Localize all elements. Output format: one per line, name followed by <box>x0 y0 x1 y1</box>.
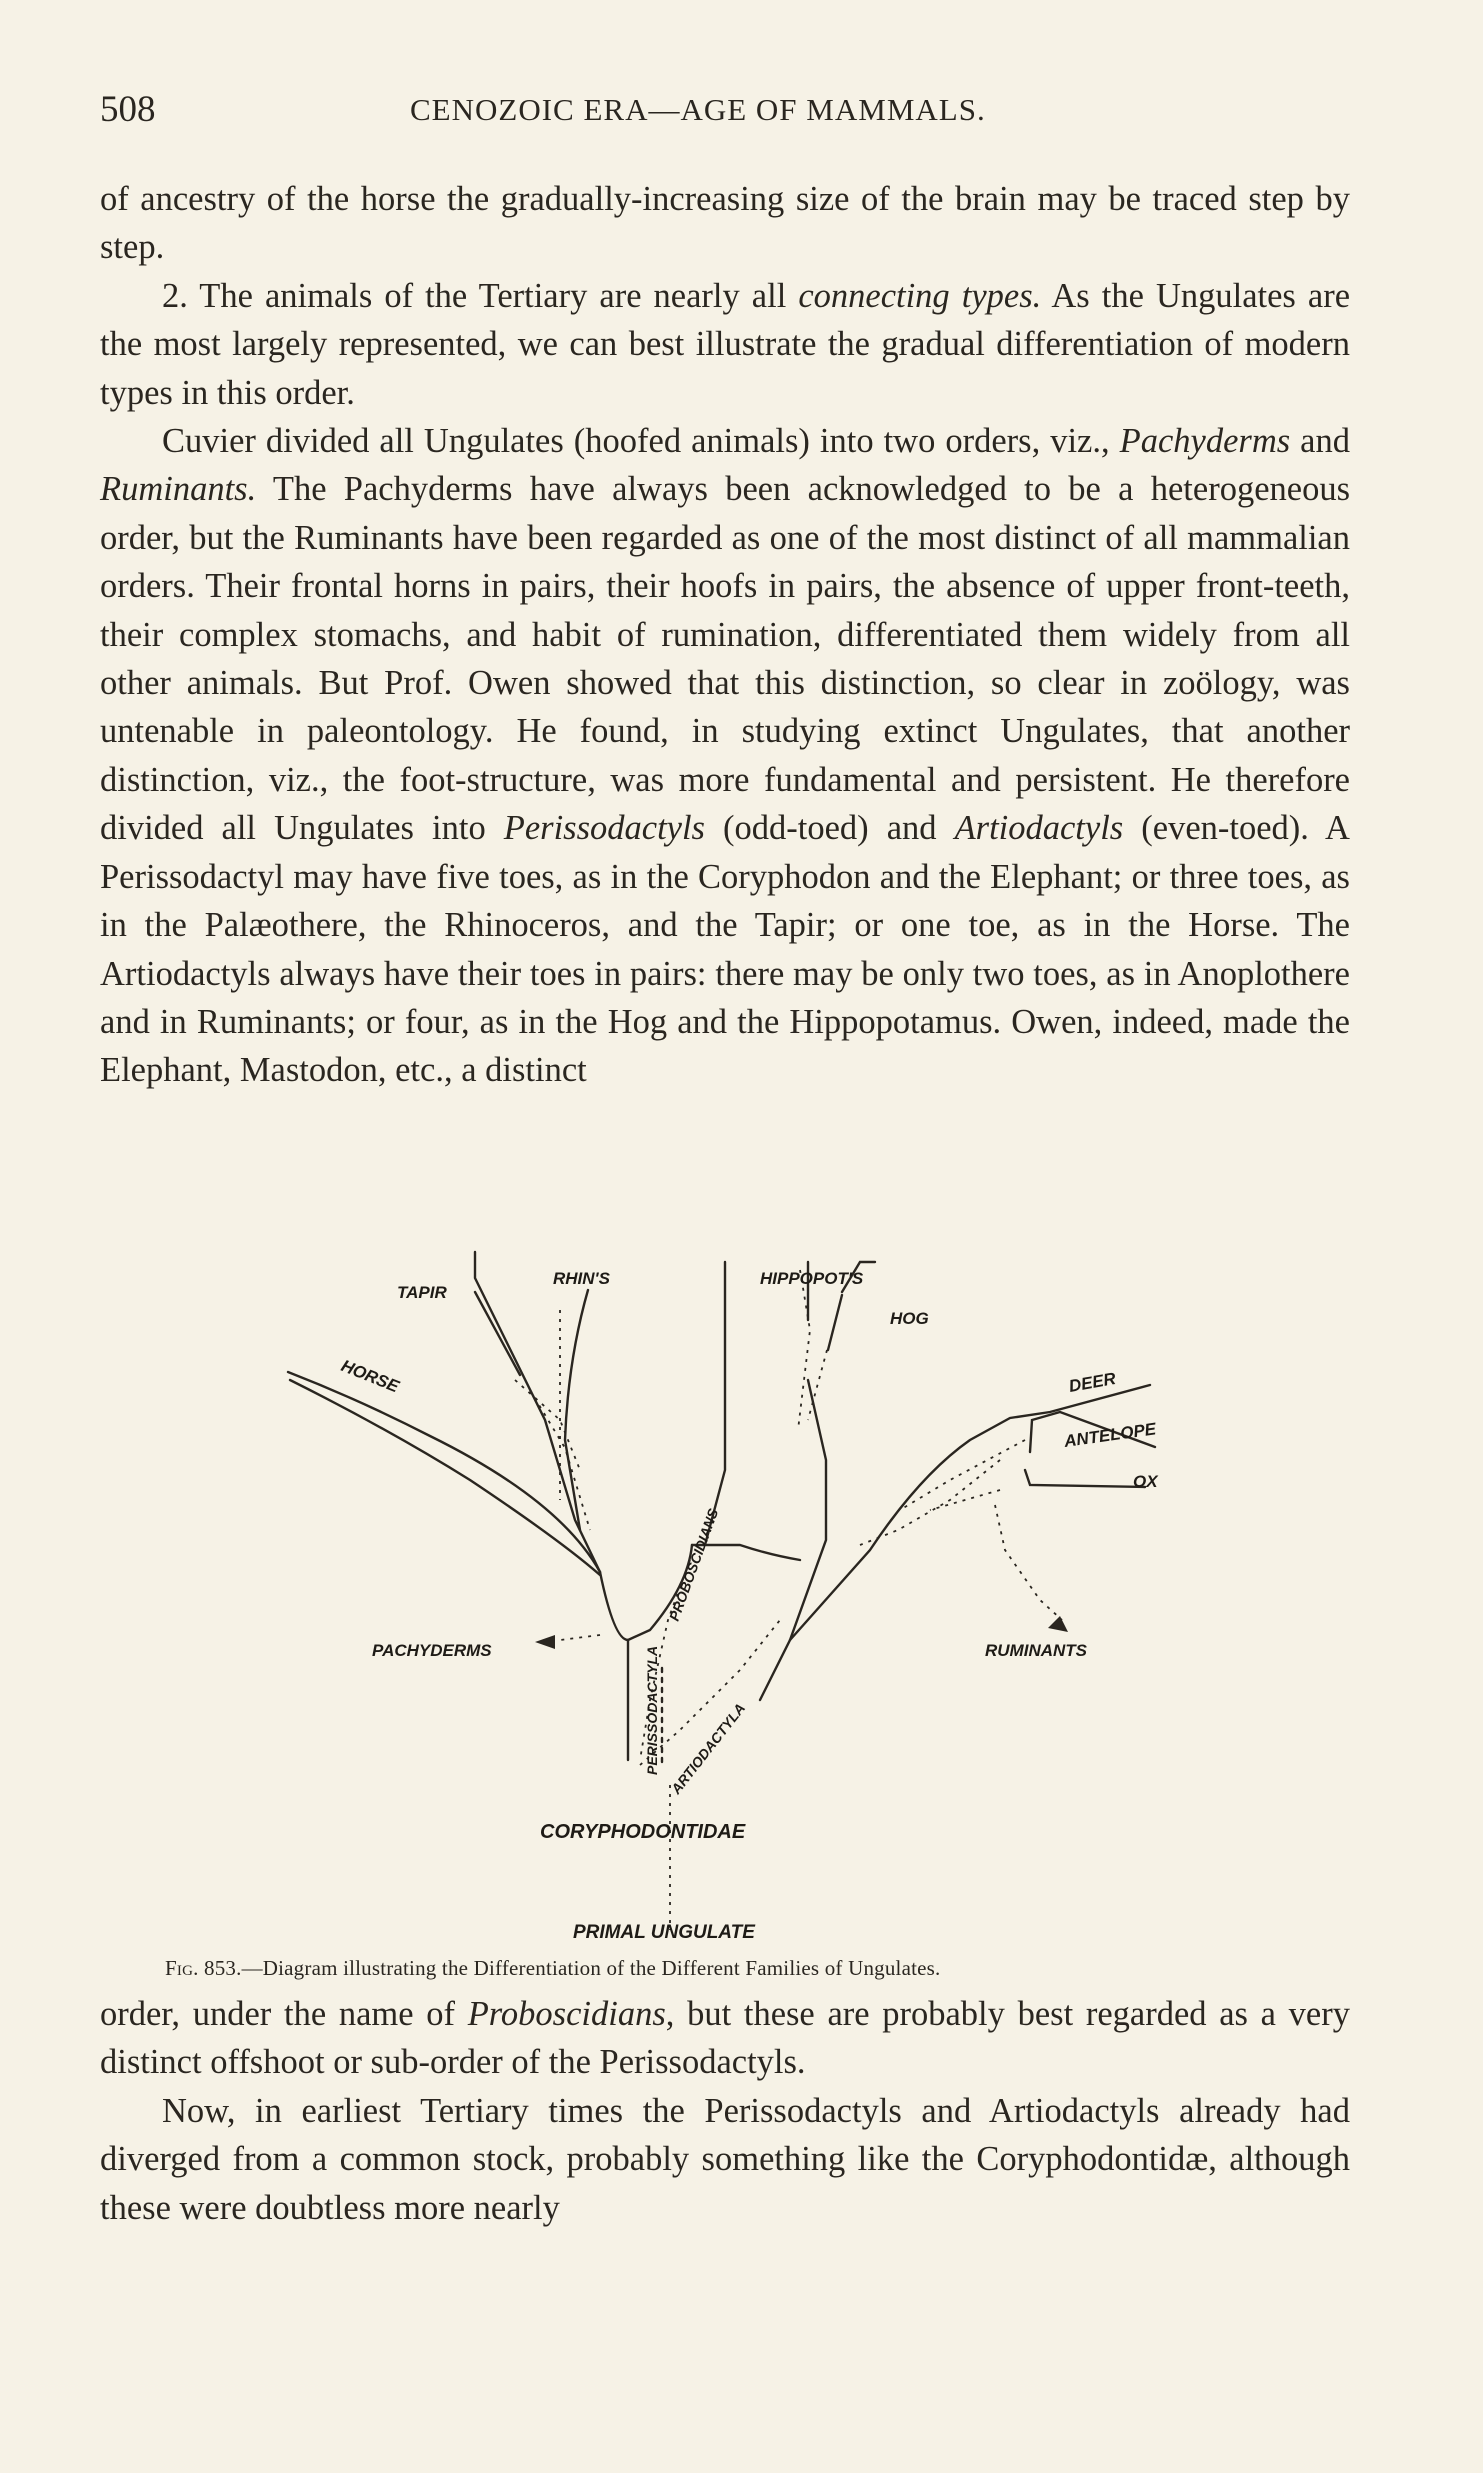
figure-caption <box>165 1956 1365 1981</box>
text-run: (odd-toed) and <box>704 809 955 848</box>
label-coryphodontidae: CORYPHODONTIDAE <box>540 1821 746 1843</box>
hog-branch-2 <box>828 1295 842 1350</box>
text-run: Cuvier divided all Ungulates (hoofed animals) into two orders, viz., <box>162 422 1120 461</box>
paragraph <box>100 1990 1350 2087</box>
caption-text: —Diagram illustrating the Differentiation of the Different Families of Ungulates. <box>241 1956 941 1980</box>
ruminant-dashed-3 <box>930 1490 1000 1510</box>
pachyderm-dashed <box>560 1635 600 1640</box>
text-run: , but these are probably best regarded as a very distinct offshoot or sub-order of the Perissodactyls. <box>100 1995 1350 2082</box>
text-run: (even-toed). A Perissodactyl may have five toes, as in the Coryphodon and the Elephant; or three toes, as in the Palæothere, the Rhinoceros, and the Tapir; or one toe, as in the Horse. The Artiodactyls always have their toes in pairs: there may be only two toes, as in Anoplothere and in Ruminants; or four, as in the Hog and the Hippopotamus. Owen, indeed, made the Elephant, Mastodon, etc., a distinct <box>100 809 1350 1090</box>
paragraph <box>100 272 1350 417</box>
text-run: 2. The animals of the Tertiary are nearly all <box>162 276 799 315</box>
label-pachyderms: PACHYDERMS <box>372 1641 492 1660</box>
horse-branch-2 <box>290 1380 600 1575</box>
label-ruminants: RUMINANTS <box>985 1641 1087 1660</box>
body-text-top <box>100 175 1350 1095</box>
label-rhinos: RHIN'S <box>553 1269 610 1288</box>
paragraph <box>100 417 1350 1095</box>
label-hog: HOG <box>890 1309 929 1328</box>
diagram-svg <box>0 1240 1483 1950</box>
label-deer: DEER <box>1067 1369 1118 1396</box>
ruminants-arrow-icon <box>1048 1616 1068 1632</box>
emphasis: Artiodactyls <box>954 809 1124 848</box>
emphasis: Proboscidians <box>467 1995 666 2033</box>
ox-branch <box>1025 1470 1145 1487</box>
label-hippopots: HIPPOPOT'S <box>760 1269 864 1288</box>
label-primal-ungulate: PRIMAL UNGULATE <box>573 1922 755 1943</box>
ruminant-dashed-2 <box>900 1440 1025 1510</box>
text-run: order, under the name of <box>100 1995 468 2033</box>
figure-number: Fig. 853. <box>165 1956 242 1980</box>
page-header <box>100 88 1348 138</box>
label-antelope: ANTELOPE <box>1062 1419 1158 1451</box>
emphasis: Perissodactyls <box>503 809 705 848</box>
pachyderms-arrow-icon <box>535 1635 555 1649</box>
artio-stem-right <box>760 1380 826 1700</box>
ungulate-diagram <box>0 1240 1483 1950</box>
label-proboscidians: PROBOSCIDIANS <box>665 1506 722 1624</box>
ruminant-dashed-4 <box>995 1505 1062 1620</box>
page-number: 508 <box>100 89 156 130</box>
tapir-branch <box>475 1252 600 1572</box>
label-horse: HORSE <box>338 1356 402 1397</box>
running-head: CENOZOIC ERA—AGE OF MAMMALS. <box>410 92 986 127</box>
tapir-branch-2 <box>475 1292 520 1375</box>
emphasis: Pachyderms <box>1119 422 1291 461</box>
text-run: and <box>1290 422 1350 461</box>
label-perissodactyla: PERISSODACTYLA <box>644 1645 660 1775</box>
body-text-bottom <box>100 1990 1350 2232</box>
emphasis: connecting types. <box>798 276 1042 315</box>
hog-dashed <box>808 1350 827 1420</box>
label-tapir: TAPIR <box>397 1283 447 1302</box>
label-artiodactyla: ARTIODACTYLA <box>667 1700 749 1797</box>
emphasis: Ruminants. <box>100 470 257 509</box>
hippo-line-left <box>705 1262 725 1545</box>
deer-branch <box>790 1385 1150 1640</box>
paragraph: Now, in earliest Tertiary times the Perissodactyls and Artiodactyls already had diverged from a common stock, probably something like the Coryphodontidæ, although these were doubtless more nearly <box>100 2091 1350 2227</box>
text-run: As the Ungulates are the most largely represented, we can best illustrate the gradual differentiation of modern types in this order. <box>100 276 1351 412</box>
text-run: The Pachyderms have always been acknowledged to be a heterogeneous order, but the Ruminants have been regarded as one of the most distinct of all mammalian orders. Their frontal horns in pairs, their hoofs in pairs, the absence of upper front-teeth, their complex stomachs, and habit of rumination, differentiated them widely from all other animals. But Prof. Owen showed that this distinction, so clear in zoölogy, was untenable in paleontology. He found, in studying extinct Ungulates, that another distinction, viz., the foot-structure, was more fundamental and persistent. He therefore divided all Ungulates into <box>100 470 1350 848</box>
paragraph: of ancestry of the horse the gradually-increasing size of the brain may be traced step by step. <box>100 180 1350 267</box>
label-ox: OX <box>1133 1472 1158 1491</box>
